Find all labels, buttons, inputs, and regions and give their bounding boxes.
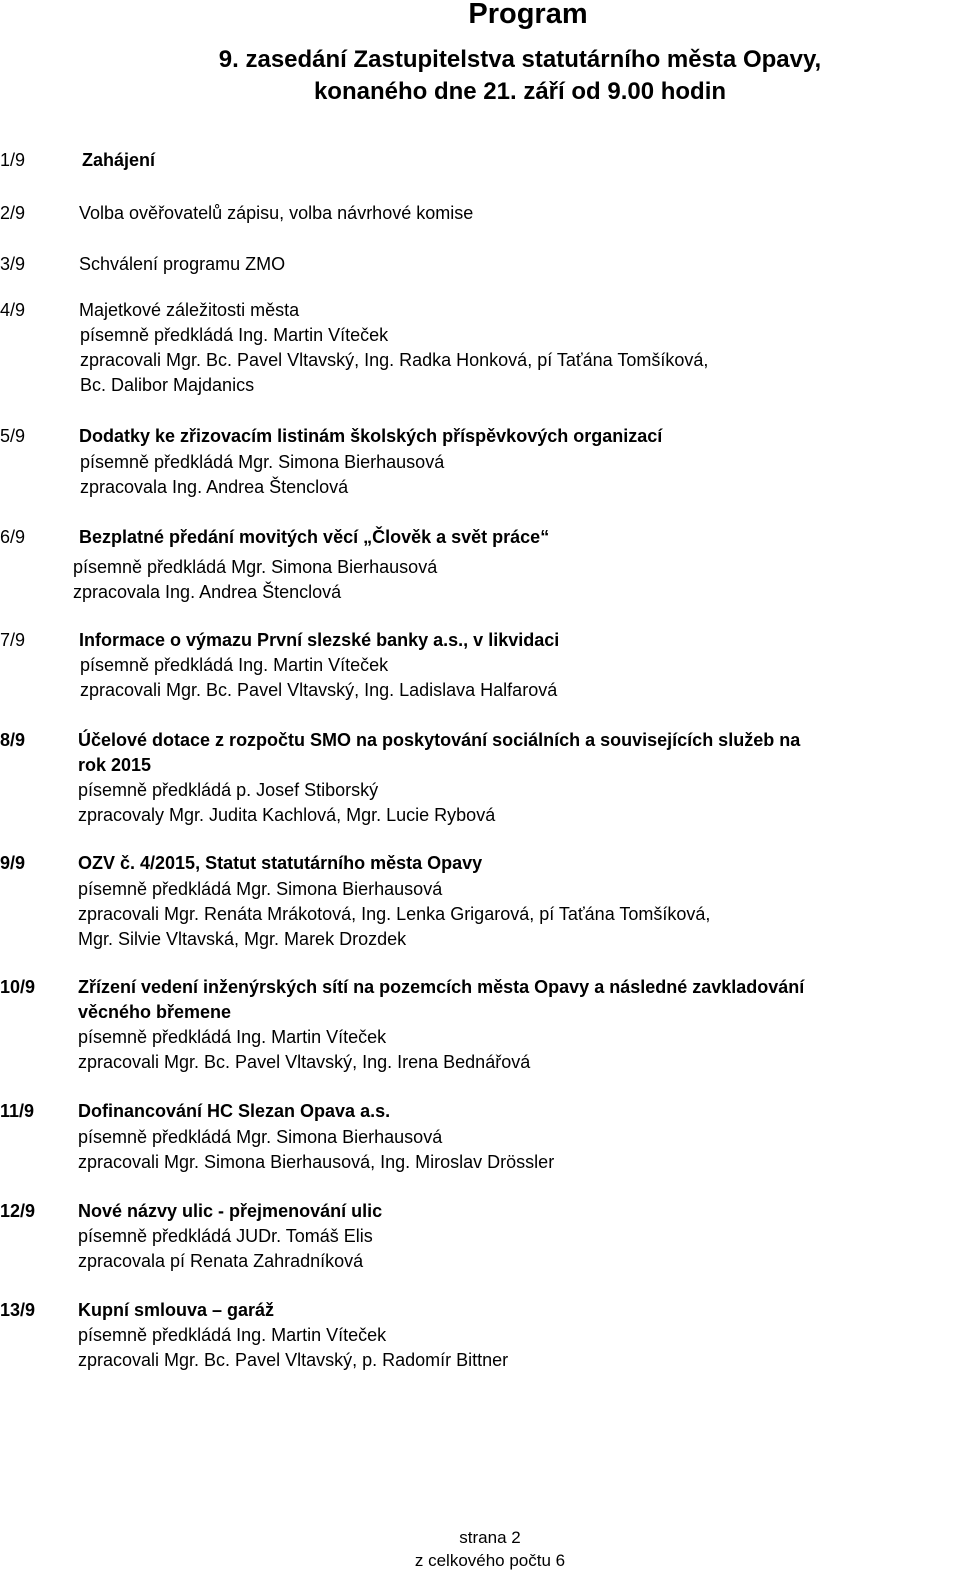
item-title: Schválení programu ZMO — [79, 254, 286, 274]
item-title: Bezplatné předání movitých věcí „Člověk a svět práce“ — [79, 527, 550, 547]
item-number: 10/9 — [0, 977, 36, 997]
item-number: 11/9 — [0, 1101, 35, 1121]
item-title: Majetkové záležitosti města — [79, 300, 300, 320]
item-prepared-by: zpracovali Mgr. Bc. Pavel Vltavský, Ing. Ladislava Halfarová — [80, 680, 558, 700]
item-presenter: písemně předkládá Mgr. Simona Bierhausová — [80, 452, 445, 472]
item-presenter: písemně předkládá Ing. Martin Víteček — [78, 1027, 387, 1047]
item-presenter: písemně předkládá JUDr. Tomáš Elis — [78, 1226, 373, 1246]
item-number: 13/9 — [0, 1300, 36, 1320]
page-number: strana 2 — [459, 1528, 521, 1547]
item-prepared-by: zpracovala Ing. Andrea Štenclová — [80, 477, 349, 497]
item-prepared-by: zpracovali Mgr. Bc. Pavel Vltavský, Ing. Irena Bednářová — [78, 1052, 531, 1072]
item-presenter: písemně předkládá Ing. Martin Víteček — [78, 1325, 387, 1345]
item-prepared-by: zpracovali Mgr. Simona Bierhausová, Ing. Miroslav Drössler — [78, 1152, 555, 1172]
item-number: 2/9 — [0, 203, 26, 223]
item-title: Účelové dotace z rozpočtu SMO na poskytování sociálních a souvisejících služeb na — [78, 730, 801, 750]
item-title: Zřízení vedení inženýrských sítí na pozemcích města Opavy a následné zavkladování — [78, 977, 805, 997]
item-number: 6/9 — [0, 527, 26, 547]
item-prepared-by: zpracovali Mgr. Renáta Mrákotová, Ing. Lenka Grigarová, pí Taťána Tomšíková, — [78, 904, 711, 924]
item-number: 4/9 — [0, 300, 26, 320]
item-number: 3/9 — [0, 254, 26, 274]
item-presenter: písemně předkládá Mgr. Simona Bierhausová — [78, 1127, 443, 1147]
item-title: Dodatky ke zřizovacím listinám školských příspěvkových organizací — [79, 426, 663, 446]
meeting-subtitle — [170, 44, 870, 108]
item-presenter: písemně předkládá p. Josef Stiborský — [78, 780, 379, 800]
item-prepared-by-cont: Mgr. Silvie Vltavská, Mgr. Marek Drozdek — [78, 929, 407, 949]
item-prepared-by-cont: Bc. Dalibor Majdanics — [80, 375, 255, 395]
item-presenter: písemně předkládá Mgr. Simona Bierhausová — [78, 879, 443, 899]
item-presenter: písemně předkládá Mgr. Simona Bierhausová — [73, 557, 438, 577]
item-number: 8/9 — [0, 730, 26, 750]
item-title: Informace o výmazu První slezské banky a.s., v likvidaci — [79, 630, 560, 650]
item-presenter: písemně předkládá Ing. Martin Víteček — [80, 655, 389, 675]
item-number: 5/9 — [0, 426, 26, 446]
page-title: Program — [468, 0, 588, 30]
item-prepared-by: zpracovali Mgr. Bc. Pavel Vltavský, p. Radomír Bittner — [78, 1350, 509, 1370]
item-number: 7/9 — [0, 630, 26, 650]
item-title: Dofinancování HC Slezan Opava a.s. — [78, 1101, 391, 1121]
subtitle-line-2: konaného dne 21. září od 9.00 hodin — [313, 78, 727, 105]
page-footer — [400, 1526, 580, 1572]
item-prepared-by: zpracovala pí Renata Zahradníková — [78, 1251, 364, 1271]
item-prepared-by: zpracovala Ing. Andrea Štenclová — [73, 582, 342, 602]
item-title: OZV č. 4/2015, Statut statutárního města Opavy — [78, 853, 483, 873]
item-title-cont: věcného břemene — [78, 1002, 232, 1022]
item-title: Kupní smlouva – garáž — [78, 1300, 275, 1320]
item-title: Zahájení — [82, 150, 156, 170]
page-count: z celkového počtu 6 — [414, 1551, 566, 1570]
item-title-cont: rok 2015 — [78, 755, 152, 775]
item-prepared-by: zpracovali Mgr. Bc. Pavel Vltavský, Ing. Radka Honková, pí Taťána Tomšíková, — [80, 350, 709, 370]
item-presenter: písemně předkládá Ing. Martin Víteček — [80, 325, 389, 345]
item-title: Volba ověřovatelů zápisu, volba návrhové komise — [79, 203, 474, 223]
item-title: Nové názvy ulic - přejmenování ulic — [78, 1201, 383, 1221]
item-number: 9/9 — [0, 853, 26, 873]
subtitle-line-1: 9. zasedání Zastupitelstva statutárního města Opavy, — [218, 46, 822, 73]
item-prepared-by: zpracovaly Mgr. Judita Kachlová, Mgr. Lucie Rybová — [78, 805, 496, 825]
item-number: 1/9 — [0, 150, 26, 170]
item-number: 12/9 — [0, 1201, 36, 1221]
